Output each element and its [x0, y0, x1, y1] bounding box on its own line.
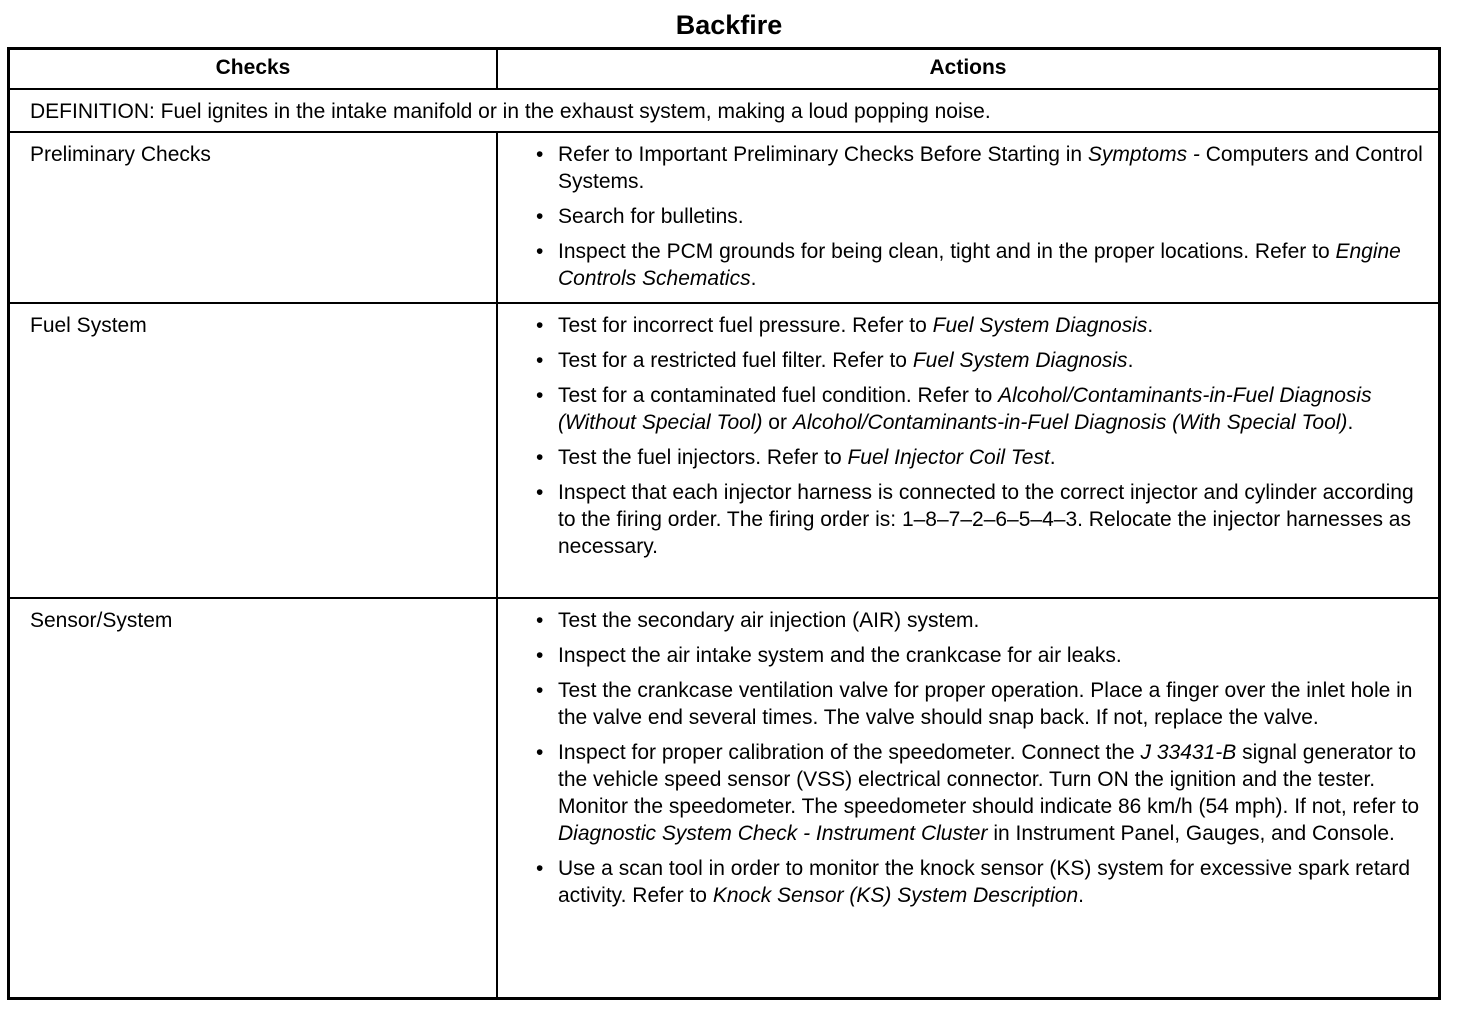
action-item [536, 855, 1424, 909]
actions-list [536, 607, 1424, 909]
action-text: Test for incorrect fuel pressure. Refer to [558, 314, 933, 337]
check-cell: Sensor/System [9, 598, 498, 999]
action-text: or [762, 411, 793, 434]
reference-title: Engine Controls Schematics [558, 240, 1401, 290]
reference-title: Symptoms - [1087, 143, 1200, 166]
actions-cell [497, 598, 1440, 999]
table-row [9, 132, 1440, 303]
checks-header: Checks [9, 49, 498, 90]
header-row [9, 49, 1440, 90]
reference-title: Fuel Injector Coil Test [847, 446, 1050, 469]
backfire-table [7, 47, 1441, 1000]
action-text: Inspect that each injector harness is connected to the correct injector and cylinder according to the firing order. The firing order is: 1–8–7–2–6–5–4–3. Relocate the injector harnesses as necessary. [558, 481, 1414, 558]
action-item [536, 141, 1424, 195]
reference-title: Fuel System Diagnosis [912, 349, 1128, 372]
action-item [536, 382, 1424, 436]
action-text: Refer to Important Preliminary Checks Before Starting in [558, 143, 1088, 166]
definition-row [9, 89, 1440, 132]
action-text: Test the secondary air injection (AIR) system. [558, 609, 980, 632]
reference-title: Knock Sensor (KS) System Description [712, 884, 1079, 907]
reference-title: Alcohol/Contaminants-in-Fuel Diagnosis (Without Special Tool) [558, 384, 1372, 434]
action-item [536, 203, 1424, 230]
action-text: Test for a restricted fuel filter. Refer to [558, 349, 913, 372]
definition-text: DEFINITION: Fuel ignites in the intake manifold or in the exhaust system, making a loud popping noise. [9, 89, 1440, 132]
actions-list [536, 141, 1424, 292]
action-text: . [750, 267, 757, 290]
action-item [536, 444, 1424, 471]
action-text: in Instrument Panel, Gauges, and Console. [987, 822, 1395, 845]
action-text: Test for a contaminated fuel condition. Refer to [558, 384, 999, 407]
check-cell: Fuel System [9, 303, 498, 598]
action-text: . [1049, 446, 1056, 469]
action-item [536, 347, 1424, 374]
reference-title: Alcohol/Contaminants-in-Fuel Diagnosis (With Special Tool) [792, 411, 1348, 434]
actions-cell [497, 303, 1440, 598]
reference-title: Diagnostic System Check - Instrument Cluster [558, 822, 988, 845]
reference-title: J 33431-B [1140, 741, 1237, 764]
action-text: Search for bulletins. [558, 205, 744, 228]
action-text: . [1078, 884, 1084, 907]
table-row [9, 598, 1440, 999]
action-item [536, 479, 1424, 560]
action-item [536, 677, 1424, 731]
action-text: . [1347, 411, 1354, 434]
actions-header: Actions [497, 49, 1440, 90]
action-item [536, 312, 1424, 339]
action-text: Inspect for proper calibration of the speedometer. Connect the [558, 741, 1141, 764]
check-cell: Preliminary Checks [9, 132, 498, 303]
actions-cell [497, 132, 1440, 303]
table-row [9, 303, 1440, 598]
action-item [536, 238, 1424, 292]
action-text: Test the fuel injectors. Refer to [558, 446, 848, 469]
action-text: . [1147, 314, 1154, 337]
action-item [536, 739, 1424, 847]
actions-list [536, 312, 1424, 560]
action-text: Inspect the air intake system and the crankcase for air leaks. [558, 644, 1122, 667]
action-text: Test the crankcase ventilation valve for proper operation. Place a finger over the inlet hole in the valve end several times. The valve should snap back. If not, replace the valve. [558, 679, 1413, 729]
reference-title: Fuel System Diagnosis [932, 314, 1148, 337]
action-text: . [1127, 349, 1134, 372]
action-text: Computers and Control Systems. [558, 143, 1423, 193]
action-text: signal generator to the vehicle speed sensor (VSS) electrical connector. Turn ON the ignition and the tester. Monitor the speedometer. The speedometer should indicate 86 km/h (54 mph). If not, refer to [558, 741, 1420, 818]
action-item [536, 642, 1424, 669]
action-text: Inspect the PCM grounds for being clean, tight and in the proper locations. Refer to [558, 240, 1336, 263]
page-title: Backfire [675, 10, 783, 40]
action-item [536, 607, 1424, 634]
action-text: Use a scan tool in order to monitor the knock sensor (KS) system for excessive spark retard activity. Refer to [558, 857, 1411, 907]
